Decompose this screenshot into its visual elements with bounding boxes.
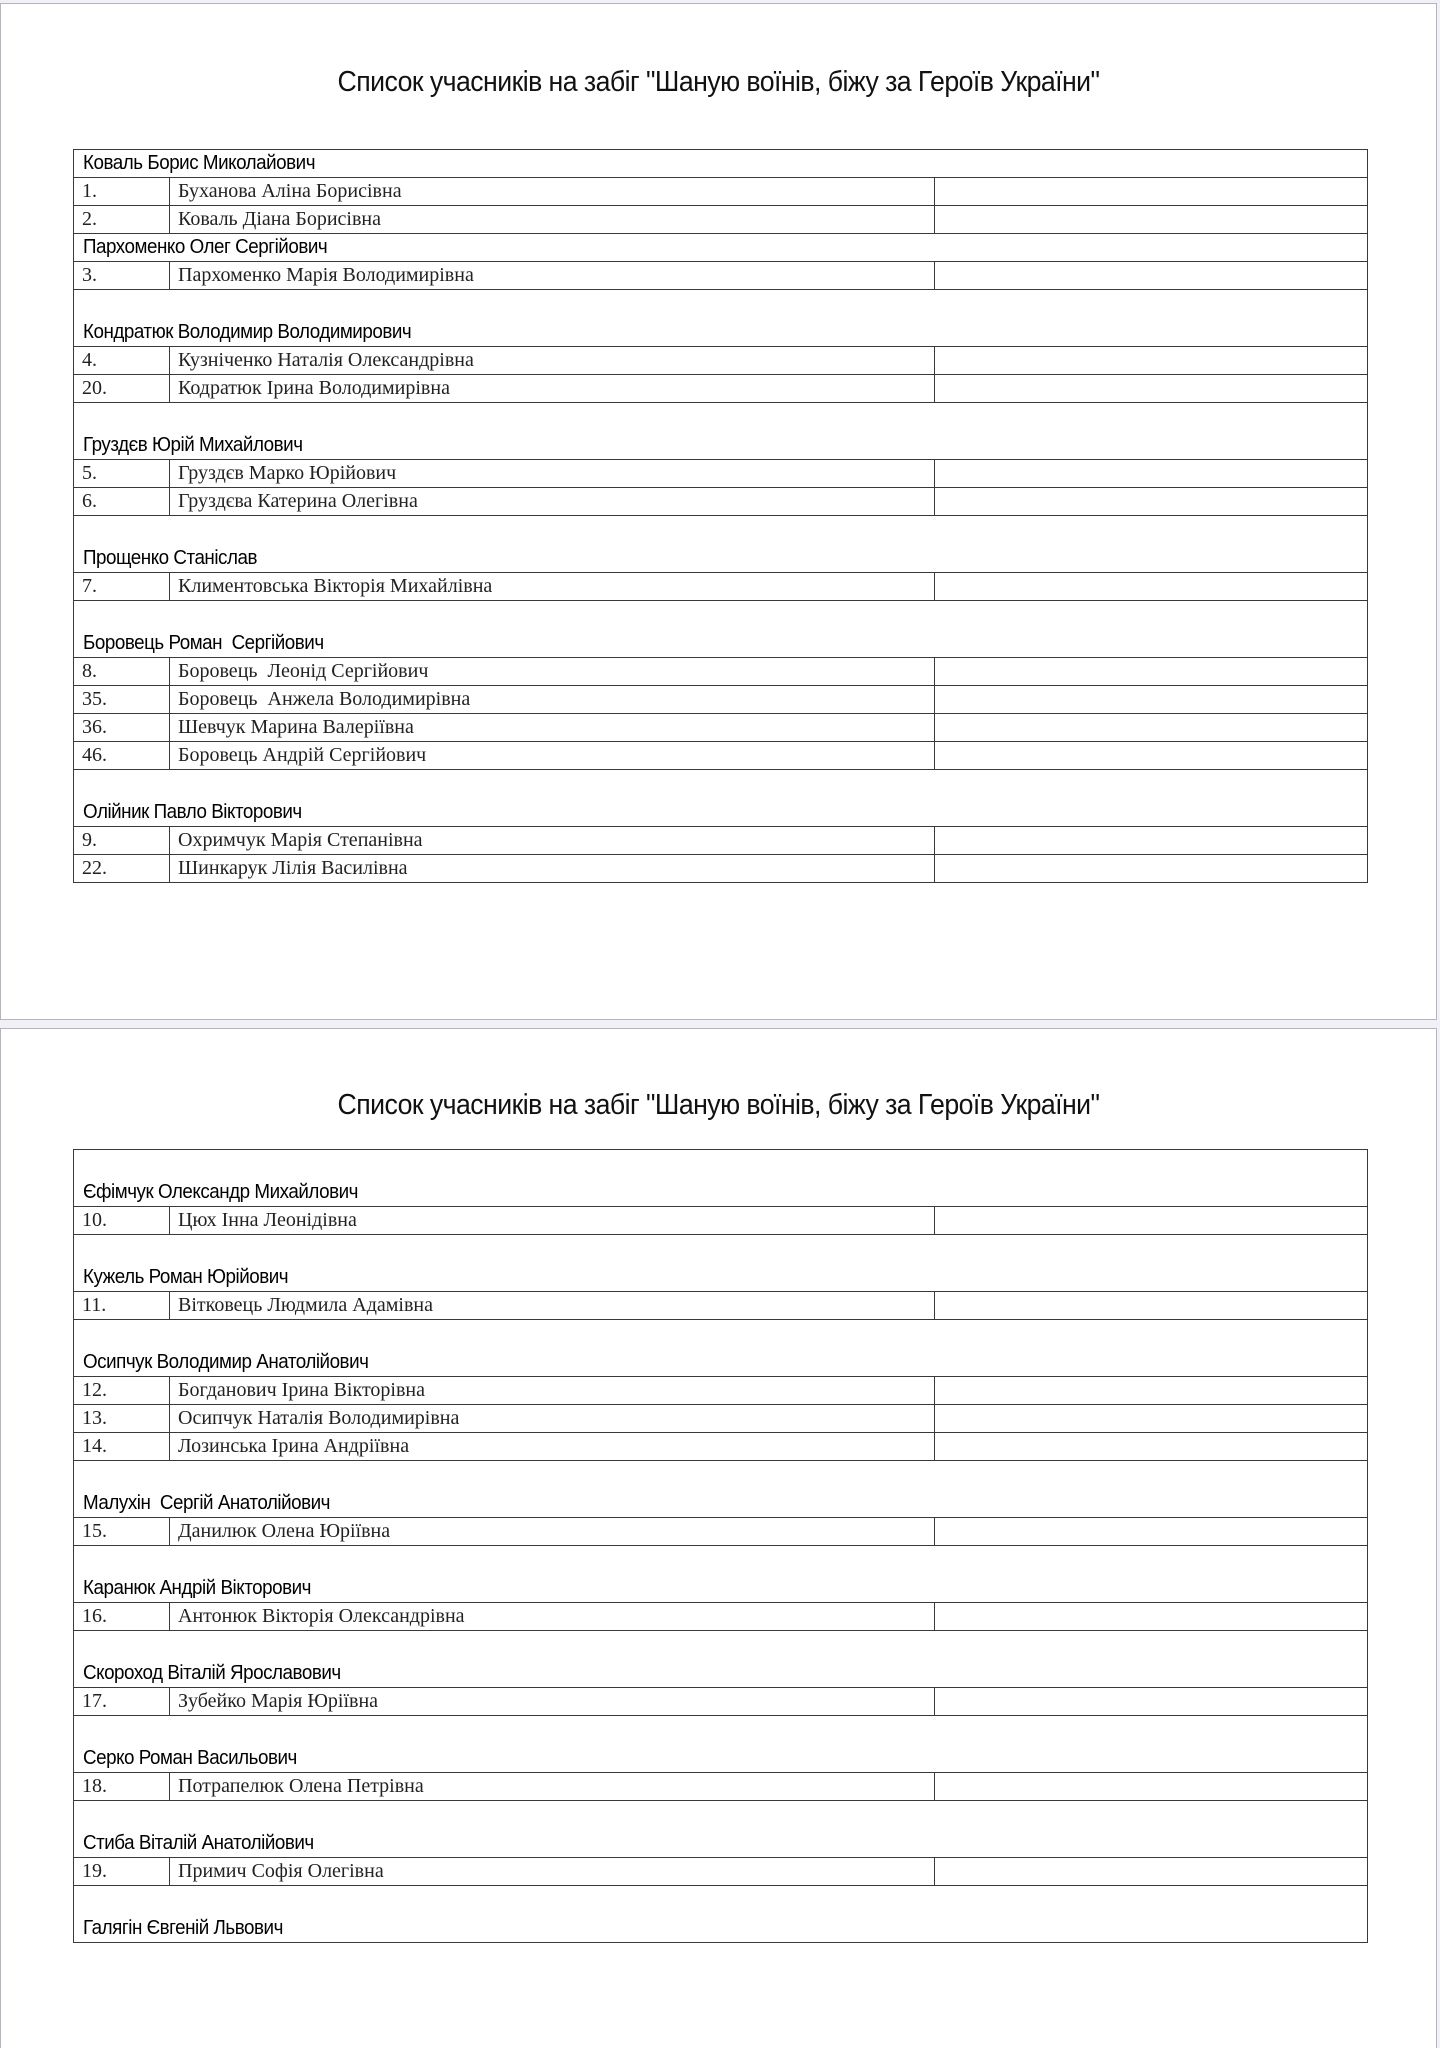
group-leader-cell (74, 1886, 1368, 1943)
group-leader-cell (74, 290, 1368, 347)
participant-name: Боровець Андрій Сергійович (170, 742, 935, 770)
participant-number: 8. (74, 658, 170, 686)
participant-number: 19. (74, 1858, 170, 1886)
participant-name: Осипчук Наталія Володимирівна (170, 1405, 935, 1433)
participant-name: Зубейко Марія Юріївна (170, 1688, 935, 1716)
participant-row (74, 827, 1368, 855)
group-leader-name: Галягін Євгеній Львович (83, 1917, 283, 1939)
group-header-row (74, 1461, 1368, 1518)
participant-row (74, 347, 1368, 375)
group-leader-cell (74, 234, 1368, 262)
participant-note-cell[interactable] (935, 573, 1368, 601)
participant-row (74, 742, 1368, 770)
participant-number: 3. (74, 262, 170, 290)
page-title: Список учасників на забіг "Шаную воїнів, біжу за Героїв України" (337, 1089, 1100, 1121)
group-leader-cell (74, 1546, 1368, 1603)
participant-row (74, 1858, 1368, 1886)
participant-note-cell[interactable] (935, 178, 1368, 206)
participant-name: Данилюк Олена Юріївна (170, 1518, 935, 1546)
participant-number: 2. (74, 206, 170, 234)
participant-note-cell[interactable] (935, 1773, 1368, 1801)
group-header-row (74, 150, 1368, 178)
participant-name: Кодратюк Ірина Володимирівна (170, 375, 935, 403)
participant-name: Пархоменко Марія Володимирівна (170, 262, 935, 290)
participant-number: 22. (74, 855, 170, 883)
participant-number: 17. (74, 1688, 170, 1716)
participant-row (74, 1773, 1368, 1801)
group-header-row (74, 1716, 1368, 1773)
participant-row (74, 1405, 1368, 1433)
participant-row (74, 714, 1368, 742)
group-leader-name: Кужель Роман Юрійович (83, 1266, 289, 1288)
participant-row (74, 1292, 1368, 1320)
group-leader-cell (74, 1631, 1368, 1688)
group-leader-cell (74, 1461, 1368, 1518)
participant-number: 20. (74, 375, 170, 403)
group-leader-name: Скороход Віталій Ярославович (83, 1662, 341, 1684)
group-header-row (74, 770, 1368, 827)
participant-number: 46. (74, 742, 170, 770)
table-body (74, 1150, 1368, 1943)
group-header-row (74, 290, 1368, 347)
participant-name: Коваль Діана Борисівна (170, 206, 935, 234)
group-header-row (74, 403, 1368, 460)
participant-note-cell[interactable] (935, 1377, 1368, 1405)
participant-row (74, 375, 1368, 403)
participant-number: 18. (74, 1773, 170, 1801)
participant-name: Груздєва Катерина Олегівна (170, 488, 935, 516)
participant-note-cell[interactable] (935, 375, 1368, 403)
participant-name: Цюх Інна Леонідівна (170, 1207, 935, 1235)
participant-number: 6. (74, 488, 170, 516)
participant-note-cell[interactable] (935, 827, 1368, 855)
group-leader-name: Єфімчук Олександр Михайлович (83, 1181, 358, 1203)
participant-note-cell[interactable] (935, 1518, 1368, 1546)
participant-name: Шинкарук Лілія Василівна (170, 855, 935, 883)
participant-note-cell[interactable] (935, 206, 1368, 234)
participants-table (73, 149, 1368, 883)
participant-name: Боровець Анжела Володимирівна (170, 686, 935, 714)
participant-row (74, 460, 1368, 488)
group-header-row (74, 1546, 1368, 1603)
participant-row (74, 178, 1368, 206)
participant-note-cell[interactable] (935, 347, 1368, 375)
participant-name: Груздєв Марко Юрійович (170, 460, 935, 488)
group-leader-cell (74, 1150, 1368, 1207)
group-leader-cell (74, 1716, 1368, 1773)
participant-row (74, 206, 1368, 234)
participant-row (74, 573, 1368, 601)
participant-row (74, 1207, 1368, 1235)
participant-name: Охримчук Марія Степанівна (170, 827, 935, 855)
participant-name: Потрапелюк Олена Петрівна (170, 1773, 935, 1801)
participant-row (74, 1377, 1368, 1405)
group-leader-cell (74, 150, 1368, 178)
participant-note-cell[interactable] (935, 855, 1368, 883)
participant-number: 4. (74, 347, 170, 375)
group-leader-name: Каранюк Андрій Вікторович (83, 1577, 311, 1599)
group-header-row (74, 1886, 1368, 1943)
participant-row (74, 488, 1368, 516)
group-leader-cell (74, 1801, 1368, 1858)
participant-note-cell[interactable] (935, 1292, 1368, 1320)
group-leader-name: Пархоменко Олег Сергійович (83, 236, 328, 258)
participant-name: Лозинська Ірина Андріївна (170, 1433, 935, 1461)
participant-number: 15. (74, 1518, 170, 1546)
participant-name: Климентовська Вікторія Михайлівна (170, 573, 935, 601)
group-leader-cell (74, 403, 1368, 460)
participant-row (74, 262, 1368, 290)
participant-row (74, 1688, 1368, 1716)
participant-row (74, 658, 1368, 686)
group-leader-name: Серко Роман Васильович (83, 1747, 297, 1769)
group-leader-name: Коваль Борис Миколайович (83, 152, 316, 174)
group-leader-name: Прощенко Станіслав (83, 547, 257, 569)
group-header-row (74, 1235, 1368, 1292)
participant-name: Богданович Ірина Вікторівна (170, 1377, 935, 1405)
participant-number: 10. (74, 1207, 170, 1235)
group-leader-cell (74, 770, 1368, 827)
participant-name: Шевчук Марина Валеріївна (170, 714, 935, 742)
participant-name: Антонюк Вікторія Олександрівна (170, 1603, 935, 1631)
participant-number: 1. (74, 178, 170, 206)
participant-row (74, 1433, 1368, 1461)
group-header-row (74, 516, 1368, 573)
participant-note-cell[interactable] (935, 1207, 1368, 1235)
participant-name: Кузніченко Наталія Олександрівна (170, 347, 935, 375)
participant-row (74, 855, 1368, 883)
group-header-row (74, 234, 1368, 262)
participant-note-cell[interactable] (935, 460, 1368, 488)
participants-table (73, 1149, 1368, 1943)
participant-number: 16. (74, 1603, 170, 1631)
table-body (74, 150, 1368, 883)
group-leader-name: Стиба Віталій Анатолійович (83, 1832, 314, 1854)
group-header-row (74, 601, 1368, 658)
group-leader-name: Осипчук Володимир Анатолійович (83, 1351, 369, 1373)
participant-name: Вітковець Людмила Адамівна (170, 1292, 935, 1320)
participant-number: 36. (74, 714, 170, 742)
document-page-1 (0, 3, 1437, 1020)
participant-row (74, 1518, 1368, 1546)
participant-note-cell[interactable] (935, 262, 1368, 290)
participant-note-cell[interactable] (935, 1603, 1368, 1631)
participant-number: 35. (74, 686, 170, 714)
group-leader-cell (74, 516, 1368, 573)
group-leader-name: Боровець Роман Сергійович (83, 632, 324, 654)
participant-number: 7. (74, 573, 170, 601)
group-leader-name: Малухін Сергій Анатолійович (83, 1492, 330, 1514)
group-header-row (74, 1801, 1368, 1858)
participant-number: 11. (74, 1292, 170, 1320)
participant-number: 13. (74, 1405, 170, 1433)
participant-note-cell[interactable] (935, 1688, 1368, 1716)
participant-note-cell[interactable] (935, 742, 1368, 770)
participant-number: 9. (74, 827, 170, 855)
participant-name: Буханова Аліна Борисівна (170, 178, 935, 206)
participant-note-cell[interactable] (935, 714, 1368, 742)
participant-note-cell[interactable] (935, 686, 1368, 714)
document-page-2 (0, 1028, 1437, 2048)
participant-number: 14. (74, 1433, 170, 1461)
participant-name: Боровець Леонід Сергійович (170, 658, 935, 686)
participant-row (74, 1603, 1368, 1631)
group-leader-name: Кондратюк Володимир Володимирович (83, 321, 412, 343)
group-leader-cell (74, 1235, 1368, 1292)
group-leader-cell (74, 601, 1368, 658)
group-leader-name: Груздєв Юрій Михайлович (83, 434, 303, 456)
participant-note-cell[interactable] (935, 1858, 1368, 1886)
participant-note-cell[interactable] (935, 658, 1368, 686)
group-leader-cell (74, 1320, 1368, 1377)
participant-row (74, 686, 1368, 714)
participant-note-cell[interactable] (935, 488, 1368, 516)
group-leader-name: Олійник Павло Вікторович (83, 801, 302, 823)
page-title: Список учасників на забіг "Шаную воїнів, біжу за Героїв України" (337, 66, 1100, 98)
group-header-row (74, 1150, 1368, 1207)
participant-number: 12. (74, 1377, 170, 1405)
participant-note-cell[interactable] (935, 1433, 1368, 1461)
participant-name: Примич Софія Олегівна (170, 1858, 935, 1886)
participant-number: 5. (74, 460, 170, 488)
group-header-row (74, 1320, 1368, 1377)
participant-note-cell[interactable] (935, 1405, 1368, 1433)
group-header-row (74, 1631, 1368, 1688)
